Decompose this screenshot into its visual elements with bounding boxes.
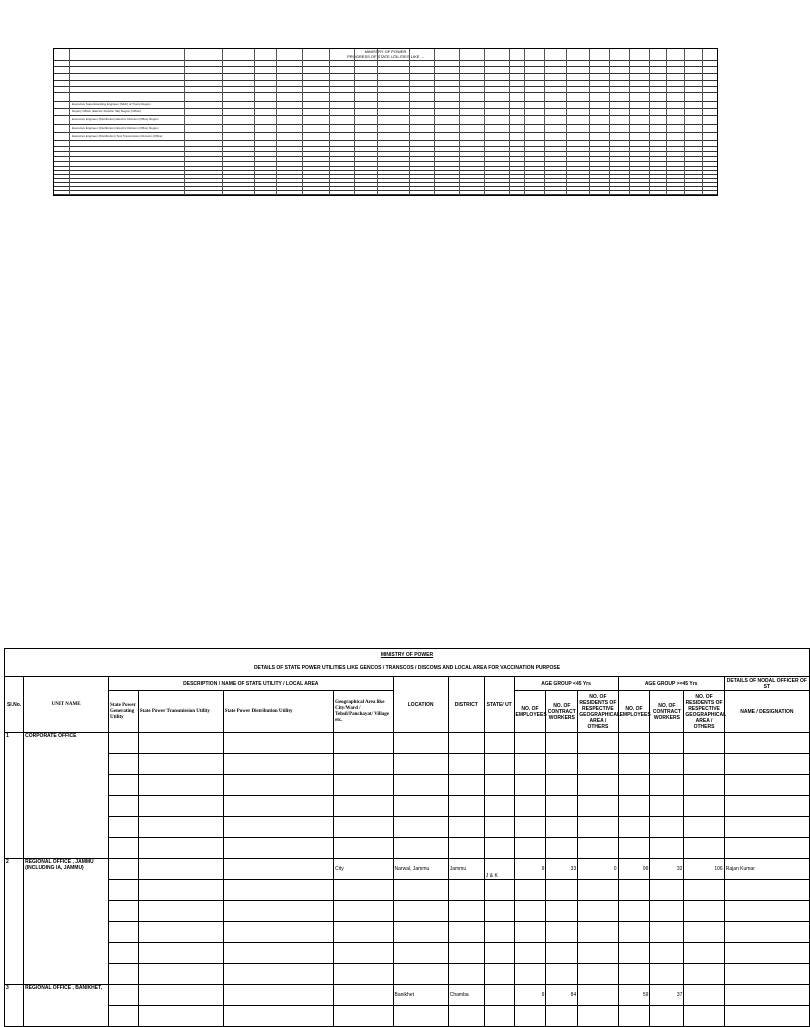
contract-lt-cell — [546, 817, 578, 838]
nodal-name-cell — [724, 880, 809, 901]
residents-lt-cell — [578, 880, 618, 901]
residents-lt-cell — [578, 943, 618, 964]
dist-utility-cell — [223, 1006, 333, 1027]
dist-utility-cell — [223, 817, 333, 838]
residents-ge-cell — [684, 733, 724, 754]
gen-utility-cell — [109, 838, 139, 859]
dist-utility-cell — [223, 880, 333, 901]
location-cell: Narwal, Jammu — [393, 859, 448, 880]
employees-ge-cell — [618, 796, 650, 817]
employees-lt-cell — [514, 796, 546, 817]
gen-utility-cell — [109, 775, 139, 796]
table-row — [5, 880, 810, 901]
residents-ge-cell — [684, 901, 724, 922]
district-cell — [448, 901, 484, 922]
trans-utility-cell — [138, 985, 223, 1006]
mini-title: MINISTRY OF POWER — [364, 49, 407, 54]
residents-ge-cell — [684, 880, 724, 901]
unit-name-cell: REGIONAL OFFICE , BANIKHET, — [24, 985, 109, 1027]
table-row — [5, 775, 810, 796]
geo-area-cell — [334, 775, 393, 796]
location-cell — [393, 733, 448, 754]
dist-utility-cell — [223, 943, 333, 964]
residents-lt-cell — [578, 817, 618, 838]
mini-row-1: Executive Superintending Engineer (S&O) of Tronic Region — [72, 102, 151, 106]
residents-lt-cell — [578, 796, 618, 817]
state-cell — [484, 964, 514, 985]
dist-utility-cell — [223, 733, 333, 754]
contract-lt-cell — [546, 901, 578, 922]
contract-ge-cell: 32 — [650, 859, 684, 880]
nodal-name-cell — [724, 838, 809, 859]
table-row — [5, 838, 810, 859]
gen-utility-cell — [109, 964, 139, 985]
state-cell — [484, 796, 514, 817]
employees-lt-cell — [514, 754, 546, 775]
dist-utility-cell — [223, 985, 333, 1006]
residents-lt-cell — [578, 754, 618, 775]
location-cell — [393, 775, 448, 796]
district-cell — [448, 964, 484, 985]
employees-ge-cell — [618, 943, 650, 964]
state-cell — [484, 901, 514, 922]
header-residents-lt: NO. OF RESIDENTS OF RESPECTIVE GEOGRAPHICAL AREA / OTHERS — [578, 691, 618, 733]
contract-lt-cell — [546, 964, 578, 985]
header-contract-ge: NO. OF CONTRACT WORKERS — [650, 691, 684, 733]
state-cell — [484, 985, 514, 1006]
geo-area-cell — [334, 817, 393, 838]
district-cell — [448, 1006, 484, 1027]
contract-lt-cell — [546, 796, 578, 817]
contract-lt-cell: 84 — [546, 985, 578, 1006]
contract-lt-cell — [546, 1006, 578, 1027]
header-district: DISTRICT — [448, 677, 484, 733]
contract-ge-cell — [650, 880, 684, 901]
table-row — [5, 964, 810, 985]
location-cell — [393, 754, 448, 775]
contract-lt-cell — [546, 733, 578, 754]
nodal-name-cell: Rajan Kumar — [724, 859, 809, 880]
table-row — [5, 754, 810, 775]
state-cell — [484, 733, 514, 754]
header-gen-utility: State Power Generating Utility — [109, 691, 139, 733]
contract-lt-cell — [546, 880, 578, 901]
sheet-subtitle: DETAILS OF STATE POWER UTILITIES LIKE GENCOS / TRANSCOS / DISCOMS AND LOCAL AREA FOR VACCINATION PURPOSE — [5, 661, 810, 677]
employees-ge-cell — [618, 775, 650, 796]
dist-utility-cell — [223, 796, 333, 817]
header-state: STATE/ UT — [484, 677, 514, 733]
header-name-designation: NAME / DESIGNATION — [724, 691, 809, 733]
sheet-title: MINISTRY OF POWER — [5, 649, 810, 661]
contract-ge-cell — [650, 922, 684, 943]
geo-area-cell — [334, 754, 393, 775]
table-row — [5, 943, 810, 964]
location-cell — [393, 796, 448, 817]
geo-area-cell — [334, 796, 393, 817]
residents-lt-cell: 0 — [578, 859, 618, 880]
table-row — [5, 796, 810, 817]
dist-utility-cell — [223, 964, 333, 985]
contract-ge-cell — [650, 817, 684, 838]
employees-ge-cell — [618, 754, 650, 775]
geo-area-cell — [334, 985, 393, 1006]
trans-utility-cell — [138, 943, 223, 964]
vaccination-details-sheet — [4, 648, 807, 1024]
mini-row-3: Executive Engineer (Distribution) Electric Division (Office) Region — [72, 117, 159, 121]
district-cell — [448, 922, 484, 943]
contract-ge-cell — [650, 754, 684, 775]
nodal-name-cell — [724, 985, 809, 1006]
employees-ge-cell — [618, 964, 650, 985]
employees-ge-cell — [618, 817, 650, 838]
district-cell — [448, 796, 484, 817]
geo-area-cell — [334, 901, 393, 922]
nodal-name-cell — [724, 817, 809, 838]
state-cell — [484, 775, 514, 796]
nodal-name-cell — [724, 796, 809, 817]
trans-utility-cell — [138, 796, 223, 817]
table-row — [5, 859, 810, 880]
contract-ge-cell — [650, 901, 684, 922]
residents-ge-cell — [684, 964, 724, 985]
location-cell — [393, 880, 448, 901]
state-cell — [484, 880, 514, 901]
state-cell — [484, 817, 514, 838]
dist-utility-cell — [223, 922, 333, 943]
gen-utility-cell — [109, 859, 139, 880]
trans-utility-cell — [138, 859, 223, 880]
header-description: DESCRIPTION / NAME OF STATE UTILITY / LOCAL AREA — [109, 677, 394, 691]
district-cell — [448, 838, 484, 859]
contract-ge-cell: 37 — [650, 985, 684, 1006]
header-contract-lt: NO. OF CONTRACT WORKERS — [546, 691, 578, 733]
contract-ge-cell — [650, 733, 684, 754]
residents-lt-cell — [578, 922, 618, 943]
gen-utility-cell — [109, 901, 139, 922]
employees-lt-cell — [514, 880, 546, 901]
header-geo-area: Geographical Area like City/Ward / Tehsil/Panchayat/ Village etc. — [334, 691, 393, 733]
employees-ge-cell — [618, 733, 650, 754]
table-row — [5, 901, 810, 922]
residents-ge-cell — [684, 775, 724, 796]
location-cell — [393, 838, 448, 859]
district-cell — [448, 880, 484, 901]
trans-utility-cell — [138, 754, 223, 775]
state-cell — [484, 943, 514, 964]
employees-lt-cell — [514, 922, 546, 943]
contract-lt-cell — [546, 943, 578, 964]
residents-lt-cell — [578, 838, 618, 859]
district-cell — [448, 817, 484, 838]
geo-area-cell — [334, 1006, 393, 1027]
gen-utility-cell — [109, 733, 139, 754]
employees-ge-cell — [618, 1006, 650, 1027]
gen-utility-cell — [109, 754, 139, 775]
mini-row-5: Executive Engineer (Distribution) Text Transmission Division (Office) — [72, 134, 163, 138]
table-row — [5, 817, 810, 838]
residents-ge-cell — [684, 943, 724, 964]
geo-area-cell — [334, 943, 393, 964]
employees-lt-cell — [514, 838, 546, 859]
employees-lt-cell: 9 — [514, 859, 546, 880]
employees-ge-cell: 99 — [618, 859, 650, 880]
employees-lt-cell: 9 — [514, 985, 546, 1006]
table-row — [5, 733, 810, 754]
state-cell — [484, 1006, 514, 1027]
state-cell — [484, 838, 514, 859]
dist-utility-cell — [223, 775, 333, 796]
gen-utility-cell — [109, 1006, 139, 1027]
sno-cell: 2 — [5, 859, 24, 985]
table-row — [5, 985, 810, 1006]
contract-ge-cell — [650, 943, 684, 964]
contract-ge-cell — [650, 796, 684, 817]
state-cell — [484, 922, 514, 943]
header-location: LOCATION — [393, 677, 448, 733]
employees-lt-cell — [514, 964, 546, 985]
contract-ge-cell — [650, 775, 684, 796]
employees-lt-cell — [514, 733, 546, 754]
contract-lt-cell: 33 — [546, 859, 578, 880]
unit-name-cell: REGIONAL OFFICE , JAMMU (INCLUDING IA, JAMMU) — [24, 859, 109, 985]
employees-lt-cell — [514, 901, 546, 922]
employees-ge-cell — [618, 901, 650, 922]
residents-ge-cell — [684, 754, 724, 775]
table-row — [5, 1006, 810, 1027]
gen-utility-cell — [109, 922, 139, 943]
residents-lt-cell — [578, 775, 618, 796]
dist-utility-cell — [223, 754, 333, 775]
geo-area-cell — [334, 838, 393, 859]
residents-ge-cell: 106 — [684, 859, 724, 880]
district-cell — [448, 775, 484, 796]
employees-lt-cell — [514, 775, 546, 796]
district-cell — [448, 754, 484, 775]
geo-area-cell — [334, 880, 393, 901]
location-cell: Banikhet — [393, 985, 448, 1006]
header-trans-utility: State Power Transmission Utility — [138, 691, 223, 733]
mini-row-2: Deputy Officer (Electric Division SE) Region (Office) — [72, 109, 141, 113]
employees-ge-cell — [618, 838, 650, 859]
residents-lt-cell — [578, 985, 618, 1006]
geo-area-cell: City — [334, 859, 393, 880]
trans-utility-cell — [138, 775, 223, 796]
contract-ge-cell — [650, 964, 684, 985]
contract-lt-cell — [546, 838, 578, 859]
location-cell — [393, 817, 448, 838]
district-cell — [448, 943, 484, 964]
employees-ge-cell — [618, 922, 650, 943]
nodal-name-cell — [724, 733, 809, 754]
contract-lt-cell — [546, 775, 578, 796]
geo-area-cell — [334, 733, 393, 754]
mini-row-4: Executive Engineer (Distribution) Electric Division (Office) Region — [72, 126, 159, 130]
nodal-name-cell — [724, 943, 809, 964]
employees-ge-cell: 59 — [618, 985, 650, 1006]
state-cell: J & K — [484, 859, 514, 880]
nodal-name-cell — [724, 1006, 809, 1027]
table-row — [5, 922, 810, 943]
mini-sheet-preview — [53, 48, 718, 196]
nodal-name-cell — [724, 901, 809, 922]
geo-area-cell — [334, 922, 393, 943]
nodal-name-cell — [724, 775, 809, 796]
gen-utility-cell — [109, 985, 139, 1006]
header-sno: Sl.No. — [5, 677, 24, 733]
unit-name-cell: CORPORATE OFFICE — [24, 733, 109, 859]
header-employees-ge: NO. OF EMPLOYEES — [618, 691, 650, 733]
residents-ge-cell — [684, 922, 724, 943]
location-cell — [393, 964, 448, 985]
nodal-name-cell — [724, 754, 809, 775]
location-cell — [393, 901, 448, 922]
trans-utility-cell — [138, 901, 223, 922]
contract-lt-cell — [546, 754, 578, 775]
header-age-lt-45: AGE GROUP <45 Yrs — [514, 677, 618, 691]
dist-utility-cell — [223, 859, 333, 880]
sno-cell: 1 — [5, 733, 24, 859]
contract-ge-cell — [650, 1006, 684, 1027]
location-cell — [393, 943, 448, 964]
header-nodal-officer: DETAILS OF NODAL OFFICER OF ST — [724, 677, 809, 691]
trans-utility-cell — [138, 964, 223, 985]
contract-lt-cell — [546, 922, 578, 943]
district-cell: Chamba — [448, 985, 484, 1006]
residents-ge-cell — [684, 838, 724, 859]
dist-utility-cell — [223, 901, 333, 922]
trans-utility-cell — [138, 1006, 223, 1027]
gen-utility-cell — [109, 817, 139, 838]
gen-utility-cell — [109, 796, 139, 817]
employees-lt-cell — [514, 943, 546, 964]
state-cell — [484, 754, 514, 775]
residents-ge-cell — [684, 985, 724, 1006]
residents-ge-cell — [684, 1006, 724, 1027]
header-employees-lt: NO. OF EMPLOYEES — [514, 691, 546, 733]
residents-lt-cell — [578, 1006, 618, 1027]
residents-ge-cell — [684, 817, 724, 838]
sno-cell: 3 — [5, 985, 24, 1027]
trans-utility-cell — [138, 838, 223, 859]
header-age-ge-45: AGE GROUP >=45 Yrs — [618, 677, 724, 691]
mini-subtitle: PROGRESS OF STATE UTILITIES LIKE ... — [347, 54, 424, 59]
location-cell — [393, 1006, 448, 1027]
employees-lt-cell — [514, 817, 546, 838]
header-residents-ge: NO. OF RESIDENTS OF RESPECTIVE GEOGRAPHICAL AREA / OTHERS — [684, 691, 724, 733]
header-unit-name: UNIT NAME — [24, 677, 109, 733]
geo-area-cell — [334, 964, 393, 985]
nodal-name-cell — [724, 922, 809, 943]
trans-utility-cell — [138, 817, 223, 838]
employees-lt-cell — [514, 1006, 546, 1027]
header-dist-utility: State Power Distribution Utility — [223, 691, 333, 733]
location-cell — [393, 922, 448, 943]
trans-utility-cell — [138, 922, 223, 943]
residents-lt-cell — [578, 964, 618, 985]
trans-utility-cell — [138, 733, 223, 754]
district-cell: Jammu — [448, 859, 484, 880]
dist-utility-cell — [223, 838, 333, 859]
gen-utility-cell — [109, 880, 139, 901]
trans-utility-cell — [138, 880, 223, 901]
utility-details-table — [4, 648, 810, 1027]
residents-lt-cell — [578, 733, 618, 754]
nodal-name-cell — [724, 964, 809, 985]
residents-ge-cell — [684, 796, 724, 817]
employees-ge-cell — [618, 880, 650, 901]
gen-utility-cell — [109, 943, 139, 964]
contract-ge-cell — [650, 838, 684, 859]
residents-lt-cell — [578, 901, 618, 922]
district-cell — [448, 733, 484, 754]
